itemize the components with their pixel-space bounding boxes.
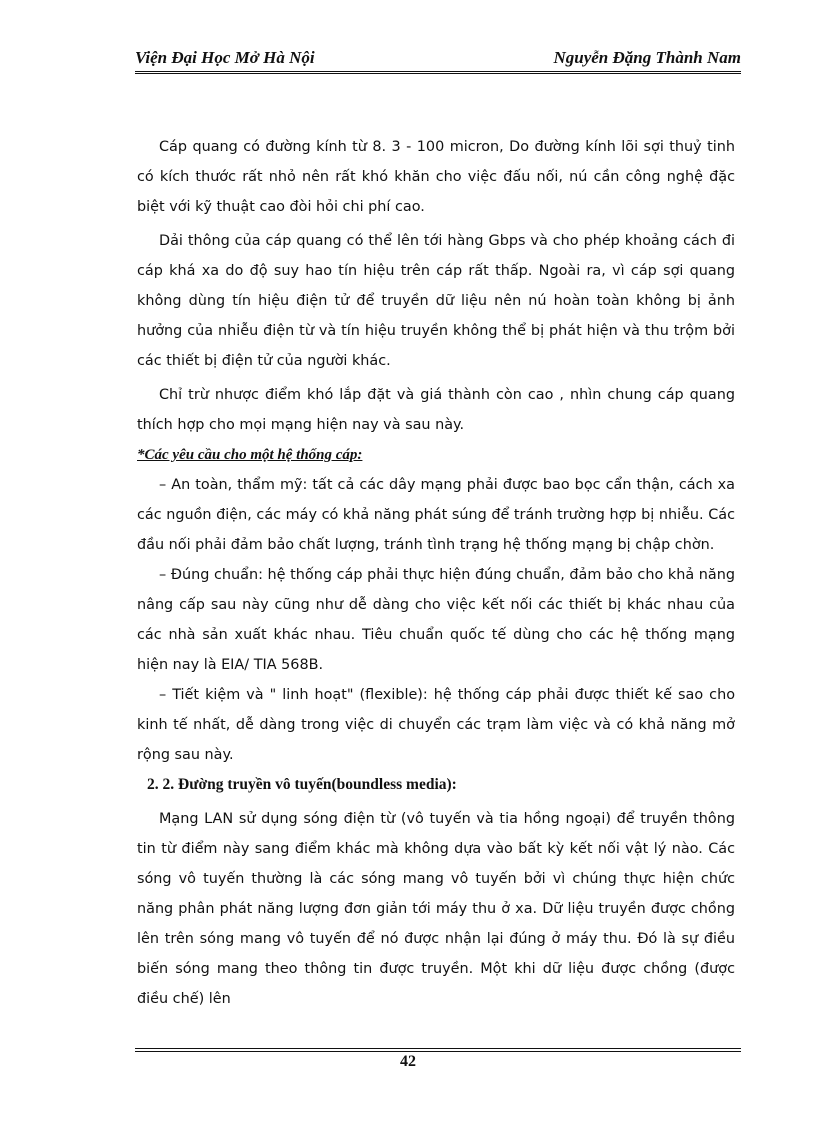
paragraph-fiber-summary: Chỉ trừ nhược điểm khó lắp đặt và giá thành còn cao , nhìn chung cáp quang thích hợp cho mọi mạng hiện nay và sau này. [137, 387, 735, 433]
requirement-flexible: – Tiết kiệm và " linh hoạt" (flexible): hệ thống cáp phải được thiết kế sao cho kinh tế nhất, dễ dàng trong việc di chuyển các trạm làm việc và có khả năng mở rộng sau này. [137, 687, 735, 763]
page-header [135, 48, 741, 70]
requirements-heading-line [137, 440, 735, 470]
requirements-heading: *Các yêu cầu cho một hệ thống cáp: [137, 447, 363, 463]
page-body [137, 132, 735, 1014]
paragraph-wireless: Mạng LAN sử dụng sóng điện từ (vô tuyến và tia hồng ngoại) để truyền thông tin từ điểm này sang điểm khác mà không dựa vào bất kỳ kết nối vật lý nào. Các sóng vô tuyến thường là các sóng mang vô tuyến bởi vì chúng thực hiện chức năng phân phát năng lượng đơn giản tới máy thu ở xa. Dữ liệu truyền được chồng lên trên sóng mang vô tuyến để nó được nhận lại đúng ở máy thu. Đó là sự điều biến sóng mang theo thông tin được truyền. Một khi dữ liệu được chồng (được điều chế) lên [137, 811, 735, 1007]
page-number: 42 [400, 1053, 416, 1070]
requirement-safety: – An toàn, thẩm mỹ: tất cả các dây mạng phải được bao bọc cẩn thận, cách xa các nguồn điện, các máy có khả năng phát súng để tránh trường hợp bị nhiễu. Các đầu nối phải đảm bảo chất lượng, tránh tình trạng hệ thống mạng bị chập chờn. [137, 477, 735, 553]
header-author: Nguyễn Đặng Thành Nam [553, 48, 741, 67]
paragraph-fiber-diameter: Cáp quang có đường kính từ 8. 3 - 100 micron, Do đường kính lõi sợi thuỷ tinh có kích thước rất nhỏ nên rất khó khăn cho việc đấu nối, nú cần công nghệ đặc biệt với kỹ thuật cao đòi hỏi chi phí cao. [137, 139, 735, 215]
requirement-standard: – Đúng chuẩn: hệ thống cáp phải thực hiện đúng chuẩn, đảm bảo cho khả năng nâng cấp sau này cũng như dễ dàng cho việc kết nối các thiết bị khác nhau của các nhà sản xuất khác nhau. Tiêu chuẩn quốc tế dùng cho các hệ thống mạng hiện nay là EIA/ TIA 568B. [137, 567, 735, 673]
section-heading: 2. 2. Đường truyền vô tuyến(boundless media): [147, 776, 457, 793]
paragraph-fiber-bandwidth: Dải thông của cáp quang có thể lên tới hàng Gbps và cho phép khoảng cách đi cáp khá xa do độ suy hao tín hiệu trên cáp rất thấp. Ngoài ra, vì cáp sợi quang không dùng tín hiệu điện tử để truyền dữ liệu nên nú hoàn toàn không bị ảnh hưởng của nhiễu điện từ và tín hiệu truyền không thể bị phát hiện và thu trộm bởi các thiết bị điện tử của người khác. [137, 233, 735, 369]
header-institution: Viện Đại Học Mở Hà Nội [135, 48, 315, 67]
header-rule [135, 71, 741, 77]
